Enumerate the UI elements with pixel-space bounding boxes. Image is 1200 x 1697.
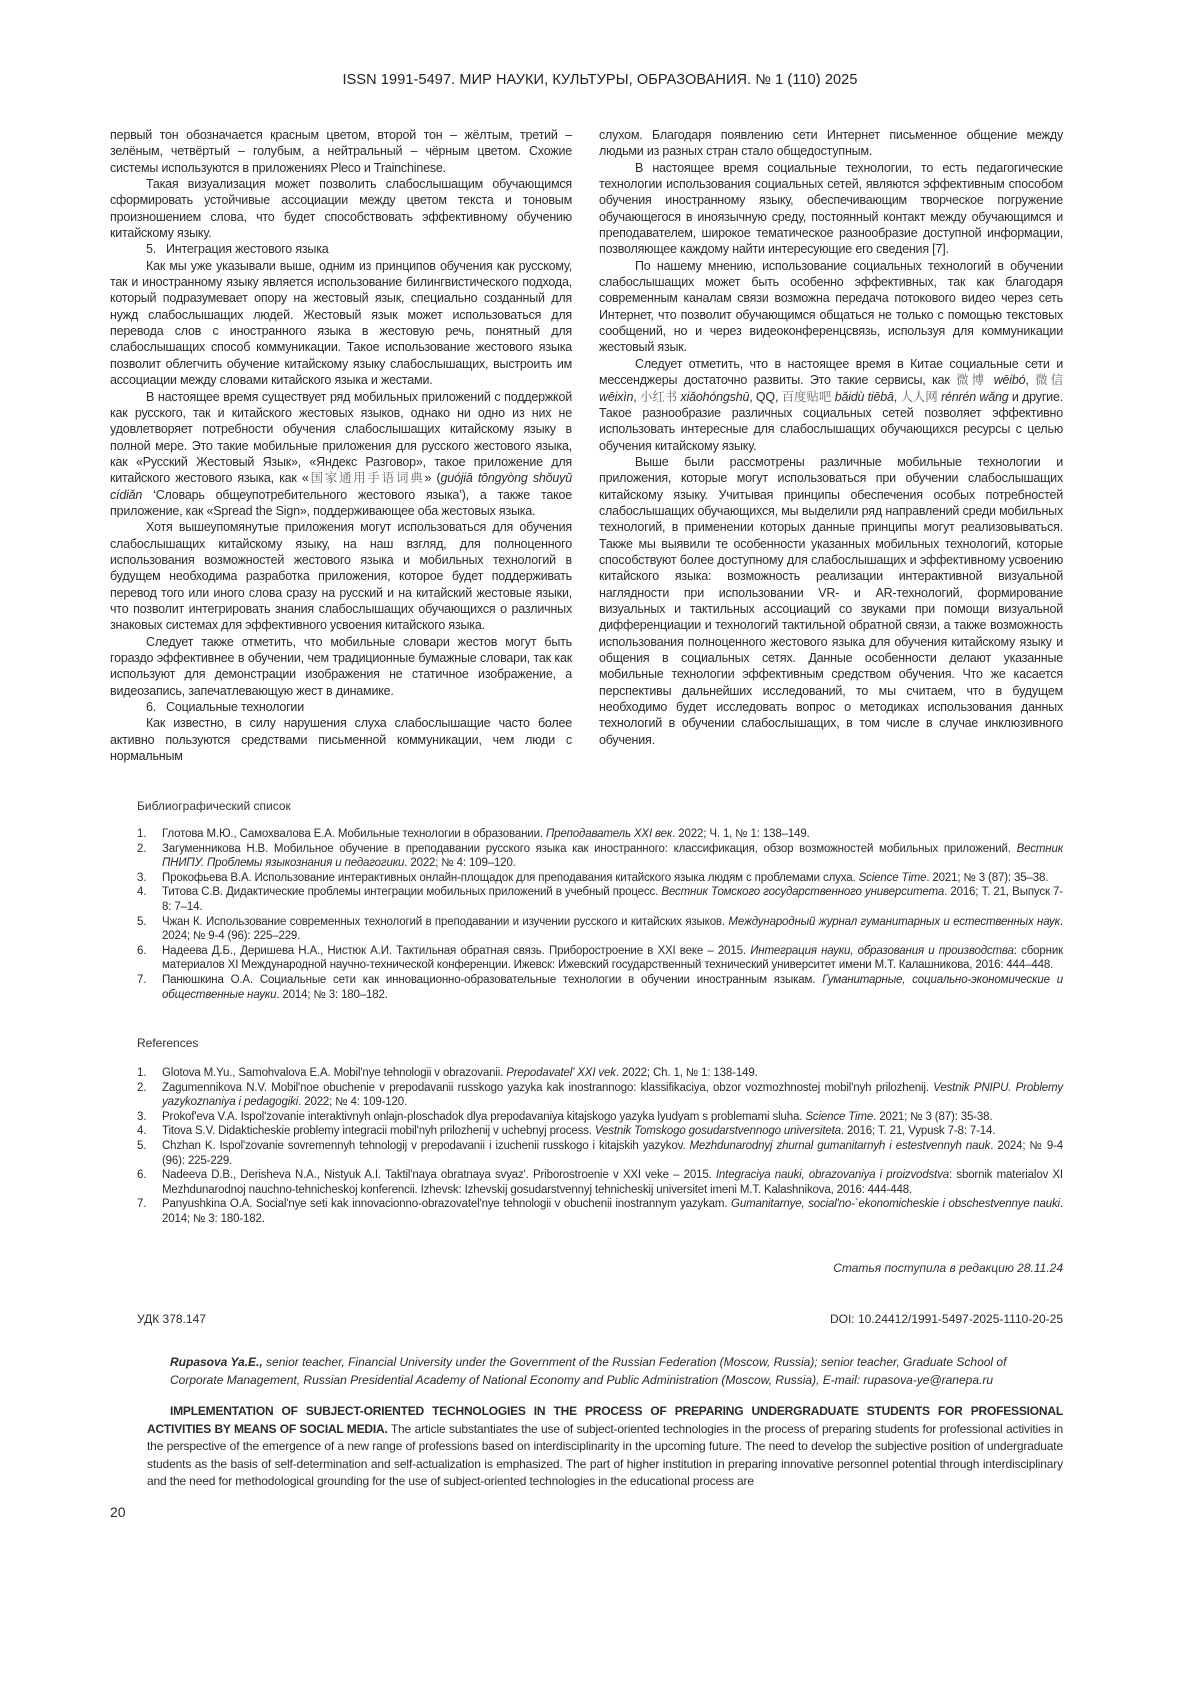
reference-number: 4. bbox=[137, 885, 146, 900]
reference-item bbox=[137, 944, 1063, 973]
text-run: » ( bbox=[425, 471, 441, 485]
text-run: . 2016; T. 21, Vypusk 7-8: 7-14. bbox=[841, 1125, 995, 1137]
reference-number: 6. bbox=[137, 944, 146, 959]
abstract-text: The article substantiates the use of subject-oriented technologies in the process of preparing students for professional activities in the perspective of the emergence of a new range of professions based on interdisciplinarity in the upcoming future. The need to develop the subjective position of undergraduate students as the basis of self-determination and self-actualization is emphasized. The part of higher institution in preparing innovative personnel potential through interdisciplinary and the need for methodological grounding for the use of subject-oriented technologies in the educational process are bbox=[147, 1422, 1063, 1489]
text-run: Интеграция жестового языка bbox=[166, 242, 329, 256]
doi: DOI: 10.24412/1991-5497-2025-1110-20-25 bbox=[830, 1312, 1063, 1326]
italic-text: Вестник Томского государственного университета bbox=[661, 886, 944, 898]
text-run: Nadeeva D.B., Derisheva N.A., Nistyuk A.I. Taktil'naya obratnaya svyaz'. Priborostroenie v XXI veke – 2015. bbox=[162, 1169, 716, 1181]
page-number: 20 bbox=[110, 1504, 126, 1520]
reference-number: 4. bbox=[137, 1124, 146, 1139]
italic-text: Интеграция науки, образования и производства bbox=[750, 945, 1014, 957]
text-run: , bbox=[894, 390, 901, 404]
text-run: и другие. Такое разнообразие различных социальных сетей позволяет эффективно использовать интересные для слабослышащих обучающихся ресурсы с целью обучения китайскому языку. bbox=[599, 390, 1063, 453]
italic-text: Science Time bbox=[805, 1111, 873, 1123]
reference-number: 3. bbox=[137, 871, 146, 886]
bibliography-list bbox=[137, 827, 1063, 1002]
reference-item bbox=[137, 871, 1063, 886]
reference-number: 5. bbox=[137, 1139, 146, 1154]
udk-code: УДК 378.147 bbox=[137, 1312, 206, 1326]
text-run: . 2014; № 3: 180–182. bbox=[276, 989, 388, 1001]
italic-text: Vestnik PNIPU. Problemy yazykoznaniya i pedagogiki bbox=[162, 1082, 1063, 1109]
text-run: . 2016; Т. 21, Выпуск 7-8: 7–14. bbox=[162, 886, 1063, 913]
paragraph bbox=[110, 519, 572, 633]
reference-item bbox=[137, 1066, 1063, 1081]
text-run: Следует отметить, что в настоящее время в Китае социальные сети и мессенджеры достаточно развиты. Это такие сервисы, как bbox=[599, 357, 1063, 387]
italic-text: wēixìn bbox=[599, 390, 633, 404]
text-run: : sbornik materialov XI Mezhdunarodnoj nauchno-tehnicheskoj konferencii. Izhevsk: Izhevskij gosudarstvennyj tehnicheskij universitet imeni M.T. Kalashnikova, 2016: 444-448. bbox=[162, 1169, 1063, 1196]
italic-text: Science Time bbox=[859, 872, 927, 884]
italic-text: Integraciya nauki, obrazovaniya i proizvodstva bbox=[716, 1169, 949, 1181]
chinese-text: 微信 bbox=[1035, 373, 1063, 387]
text-run: По нашему мнению, использование социальных технологий в обучении слабослышащих может быть особенно эффективных, так как благодаря современным каналам связи возможна передача потокового видео через сеть Интернет, что позволит обучающимся общаться не только с помощью текстовых сообщений, но и через видеоконференцсвязь, используя для коммуникации жестовый язык. bbox=[599, 259, 1063, 355]
text-run: Выше были рассмотрены различные мобильные технологии и приложения, которые могут использоваться при обучении слабослышащих китайскому языку. Учитывая принципы обеспечения особых потребностей слабослышащих обучающихся, мы выделили ряд направлений среди мобильных технологий, в применении которых данные принципы могут реализовываться. Также мы выявили те особенности указанных мобильных технологий, которые способствуют более доступному для слабослышащих и эффективному усвоению китайского языка: возможность реализации интерактивной визуальной наглядности при использовании VR- и AR-технологий, формирование визуальных и тактильных ассоциаций со звуками при помощи визуальной дифференциации и технологий тактильной обратной связи, а также возможность использования полноценного жестового языка для обучения китайскому языку и общения в социальных сетях. Данные особенности делают указанные мобильные технологии эффективным средством обучения. Что же касается перспективы дальнейших исследований, то мы считаем, что в будущем необходимо будет исследовать вопрос о методиках использования данных технологий в обучении слабослышащих, в том числе в случае инклюзивного обучения. bbox=[599, 455, 1063, 747]
text-run: . 2024; № 9-4 (96): 225–229. bbox=[162, 916, 1063, 943]
text-run: Как известно, в силу нарушения слуха слабослышащие часто более активно пользуются средствами письменной коммуникации, чем люди с нормальным bbox=[110, 716, 572, 763]
text-run: . 2014; № 3: 180-182. bbox=[162, 1198, 1063, 1225]
text-run: . 2022; Ch. 1, № 1: 138-149. bbox=[616, 1067, 758, 1079]
paragraph bbox=[599, 356, 1063, 454]
text-run: Следует также отметить, что мобильные словари жестов могут быть гораздо эффективнее в обучении, чем традиционные бумажные словари, так как используют для демонстрации изображения не статичное изображение, а видеозапись, запечатлевающую жест в динамике. bbox=[110, 635, 572, 698]
reference-number: 7. bbox=[137, 1197, 146, 1212]
chinese-text: 微博 bbox=[956, 373, 987, 387]
reference-number: 6. bbox=[137, 1168, 146, 1183]
text-run: Социальные технологии bbox=[166, 700, 304, 714]
body-column-left bbox=[110, 127, 572, 764]
text-run: В настоящее время существует ряд мобильных приложений с поддержкой как русского, так и китайского жестовых языков, однако ни одно из них не удовлетворяет потребности обучения слабослышащих китайскому языку в полной мере. Это такие мобильные приложения для русского жестового языка, как «Русский Жестовый Язык», «Яндекс Разговор», такое приложение для китайского жестового языка, как « bbox=[110, 390, 572, 486]
italic-text: Гуманитарные, социально-экономические и общественные науки bbox=[162, 974, 1063, 1001]
italic-text: Prepodavatel' XXI vek bbox=[506, 1067, 616, 1079]
references-title: References bbox=[137, 1036, 198, 1050]
author-info bbox=[170, 1354, 1063, 1389]
section-heading bbox=[110, 699, 572, 715]
text-run: Хотя вышеупомянутые приложения могут использоваться для обучения слабослышащих китайскому языку, на наш взгляд, для полноценного использования возможностей жестового языка и мобильных технологий в будущем необходима разработка приложения, которое будет поддерживать перевод того или иного слова сразу на русский и на китайский жестовые языки, что позволит интегрировать знания слабослышащих обучающихся о различных знаковых системах для эффективного усвоения китайского языка. bbox=[110, 520, 572, 632]
english-abstract bbox=[147, 1403, 1063, 1491]
reference-item bbox=[137, 1197, 1063, 1226]
section-number: 5. bbox=[146, 241, 166, 257]
text-run: первый тон обозначается красным цветом, второй тон – жёлтым, третий – зелёным, четвёртый – голубым, а нейтральный – чёрным цветом. Схожие системы используются в приложениях Pleco и Trainchinese. bbox=[110, 128, 572, 175]
text-run: , bbox=[1025, 373, 1035, 387]
text-run: Чжан К. Использование современных технологий в преподавании и изучении русского и китайских языков. bbox=[162, 916, 728, 928]
paragraph bbox=[110, 258, 572, 389]
italic-text: Vestnik Tomskogo gosudarstvennogo universiteta bbox=[595, 1125, 841, 1137]
text-run: Такая визуализация может позволить слабослышащим обучающимся сформировать устойчивые ассоциации между цветом текста и тоновым произношением слова, что будет способствовать эффективному обучению китайскому языку. bbox=[110, 177, 572, 240]
text-run: . 2024; № 9-4 (96): 225-229. bbox=[162, 1140, 1063, 1167]
text-run: , bbox=[633, 390, 640, 404]
text-run: слухом. Благодаря появлению сети Интернет письменное общение между людьми из разных стран стало общедоступным. bbox=[599, 128, 1063, 158]
italic-text: Вестник ПНИПУ. Проблемы языкознания и педагогики bbox=[162, 843, 1063, 870]
text-run: . 2022; Ч. 1, № 1: 138–149. bbox=[672, 828, 809, 840]
body-column-right bbox=[599, 127, 1063, 748]
reference-number: 3. bbox=[137, 1110, 146, 1125]
reference-item bbox=[137, 1168, 1063, 1197]
italic-text: Международный журнал гуманитарных и естественных наук bbox=[728, 916, 1060, 928]
reference-item bbox=[137, 1081, 1063, 1110]
text-run: Панюшкина О.А. Социальные сети как инновационно-образовательные технологии в обучении иностранным языкам. bbox=[162, 974, 822, 986]
reference-item bbox=[137, 1124, 1063, 1139]
text-run: . 2022; № 4: 109-120. bbox=[298, 1096, 407, 1108]
reference-item bbox=[137, 973, 1063, 1002]
paragraph bbox=[110, 715, 572, 764]
paragraph bbox=[110, 389, 572, 520]
italic-text: Преподаватель XXI век bbox=[546, 828, 672, 840]
author-name: Rupasova Ya.E., bbox=[170, 1355, 263, 1369]
reference-number: 1. bbox=[137, 827, 146, 842]
paragraph bbox=[110, 127, 572, 176]
reference-number: 5. bbox=[137, 915, 146, 930]
reference-item bbox=[137, 915, 1063, 944]
text-run: Титова С.В. Дидактические проблемы интеграции мобильных приложений в учебный процесс. bbox=[162, 886, 661, 898]
text-run: Глотова М.Ю., Самохвалова Е.А. Мобильные технологии в образовании. bbox=[162, 828, 546, 840]
received-date-note: Статья поступила в редакцию 28.11.24 bbox=[833, 1261, 1063, 1275]
chinese-text: 百度贴吧 bbox=[782, 390, 832, 404]
reference-item bbox=[137, 1139, 1063, 1168]
text-run: . 2021; № 3 (87): 35–38. bbox=[926, 872, 1048, 884]
paragraph bbox=[599, 127, 1063, 160]
text-run: , QQ, bbox=[749, 390, 781, 404]
chinese-text: 国家通用手语词典 bbox=[309, 471, 425, 485]
running-header: ISSN 1991-5497. МИР НАУКИ, КУЛЬТУРЫ, ОБРАЗОВАНИЯ. № 1 (110) 2025 bbox=[0, 72, 1200, 88]
paragraph bbox=[599, 160, 1063, 258]
text-run: Panyushkina O.A. Social'nye seti kak innovacionno-obrazovatel'nye tehnologii v obuchenii inostrannym yazykam. bbox=[162, 1198, 731, 1210]
reference-number: 2. bbox=[137, 842, 146, 857]
text-run: Glotova M.Yu., Samohvalova E.A. Mobil'nye tehnologii v obrazovanii. bbox=[162, 1067, 506, 1079]
reference-item bbox=[137, 842, 1063, 871]
italic-text: wēibó bbox=[994, 373, 1026, 387]
section-heading bbox=[110, 241, 572, 257]
section-number: 6. bbox=[146, 699, 166, 715]
text-run: Chzhan K. Ispol'zovanie sovremennyh tehnologij v prepodavanii i izuchenii russkogo i kitajskih yazykov. bbox=[162, 1140, 690, 1152]
chinese-text: 小红书 bbox=[640, 390, 677, 404]
italic-text: bǎidù tiēbā bbox=[835, 390, 894, 404]
reference-item bbox=[137, 885, 1063, 914]
reference-item bbox=[137, 827, 1063, 842]
paragraph bbox=[599, 454, 1063, 748]
bibliography-title: Библиографический список bbox=[137, 799, 291, 813]
text-run: : сборник материалов XI Международной научно-технической конференции. Ижевск: Ижевский государственный технический университет имени М.Т. Калашникова, 2016: 444–448. bbox=[162, 945, 1063, 972]
chinese-text: 人人网 bbox=[900, 390, 937, 404]
italic-text: Gumanitarnye, social'no-`ekonomicheskie i obschestvennye nauki bbox=[731, 1198, 1060, 1210]
text-run: ‘Словарь общеупотребительного жестового языка’), а также такое приложение, как «Spread the Sign», поддерживающее оба жестовых языка. bbox=[110, 488, 572, 518]
paragraph bbox=[110, 176, 572, 241]
text-run: Prokof'eva V.A. Ispol'zovanie interaktivnyh onlajn-ploschadok dlya prepodavaniya kitajskogo yazyka lyudyam s problemami sluha. bbox=[162, 1111, 805, 1123]
references-list bbox=[137, 1066, 1063, 1227]
text-run: Как мы уже указывали выше, одним из принципов обучения как русскому, так и иностранному языку является использование билингвистического подхода, который подразумевает опору на жестовый язык, специально созданный для нужд слабослышащих людей. Жестовый язык может использоваться для перевода слов с иностранного языка в жестовую речь, понятный для слабослышащих способ коммуникации. Такое использование жестового языка позволит облегчить обучение китайскому языку слабослышащих, выстроить им ассоциации между словами китайского языка и жестами. bbox=[110, 259, 572, 387]
italic-text: Mezhdunarodnyj zhurnal gumanitarnyh i estestvennyh nauk bbox=[690, 1140, 991, 1152]
abstract-title: IMPLEMENTATION OF SUBJECT-ORIENTED TECHNOLOGIES IN THE PROCESS OF PREPARING UNDERGRADUATE STUDENTS FOR PROFESSIONAL ACTIVITIES BY MEANS OF SOCIAL MEDIA. bbox=[147, 1404, 1063, 1436]
reference-number: 2. bbox=[137, 1081, 146, 1096]
reference-item bbox=[137, 1110, 1063, 1125]
italic-text: xiǎohóngshū bbox=[681, 390, 750, 404]
text-run: Загуменникова Н.В. Мобильное обучение в преподавании русского языка как иностранного: классификация, обзор возможностей мобильных приложений. bbox=[162, 843, 1017, 855]
italic-text: rénrén wǎng bbox=[941, 390, 1008, 404]
text-run: Zagumennikova N.V. Mobil'noe obuchenie v prepodavanii russkogo yazyka kak inostrannogo: klassifikaciya, obzor vozmozhnostej mobil'nyh prilozhenij. bbox=[162, 1082, 933, 1094]
reference-number: 7. bbox=[137, 973, 146, 988]
text-run: Надеева Д.Б., Деришева Н.А., Нистюк А.И. Тактильная обратная связь. Приборостроение в XXI веке – 2015. bbox=[162, 945, 750, 957]
reference-number: 1. bbox=[137, 1066, 146, 1081]
text-run: Прокофьева В.А. Использование интерактивных онлайн-площадок для преподавания китайского языка людям с проблемами слуха. bbox=[162, 872, 859, 884]
text-run: В настоящее время социальные технологии, то есть педагогические технологии использования социальных сетей, являются эффективным способом обучения иностранному языку, обеспечивающим творческое погружение обучающегося в иноязычную среду, постоянный контакт между обучающимся и преподавателем, широкое тематическое разнообразие доступной информации, позволяющее каждому найти интересующие его сведения [7]. bbox=[599, 161, 1063, 257]
author-affiliation: senior teacher, Financial University under the Government of the Russian Federation (Moscow, Russia); senior teacher, Graduate School of Corporate Management, Russian Presidential Academy of National Economy and Public Administration (Moscow, Russia), E-mail: rupasova-ye@ranepa.ru bbox=[170, 1355, 1006, 1387]
paragraph bbox=[599, 258, 1063, 356]
paragraph bbox=[110, 634, 572, 699]
text-run: . 2021; № 3 (87): 35-38. bbox=[873, 1111, 992, 1123]
italic-text: guójiā tōngyòng shǒuyǔ cídiǎn bbox=[110, 471, 572, 501]
text-run: Titova S.V. Didakticheskie problemy integracii mobil'nyh prilozhenij v uchebnyj process. bbox=[162, 1125, 595, 1137]
text-run: . 2022; № 4: 109–120. bbox=[404, 857, 516, 869]
